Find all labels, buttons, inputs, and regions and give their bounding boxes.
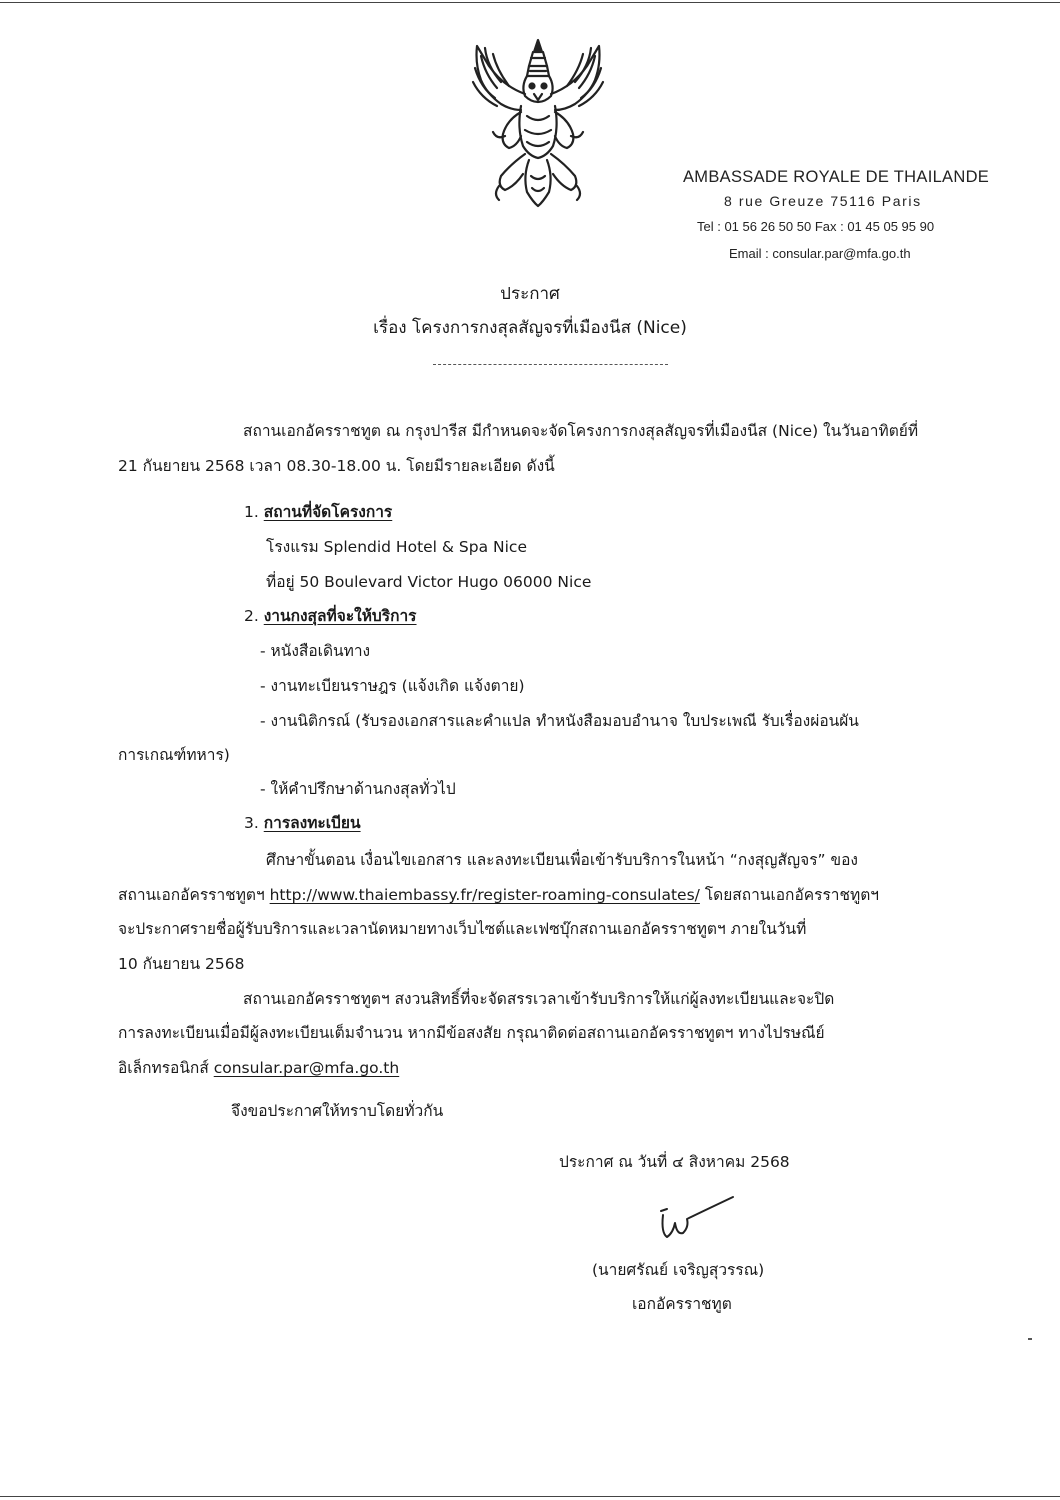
signatory-position: เอกอัครราชทูต <box>632 1295 732 1313</box>
section-2-heading <box>244 606 417 626</box>
venue-address: ที่อยู่ 50 Boulevard Victor Hugo 06000 Nice <box>266 573 592 591</box>
embassy-phone-fax: Tel : 01 56 26 50 50 Fax : 01 45 05 95 90 <box>697 219 935 234</box>
registration-line-2 <box>118 885 879 905</box>
announcement-date: ประกาศ ณ วันที่ ๔ สิงหาคม 2568 <box>559 1153 790 1171</box>
service-item: - หนังสือเดินทาง <box>260 642 371 660</box>
section-2-title: งานกงสุลที่จะให้บริการ <box>263 607 417 625</box>
section-1-heading <box>244 502 392 522</box>
garuda-emblem-icon <box>463 36 613 208</box>
registration-line-2-end: โดยสถานเอกอัครราชทูตฯ <box>699 886 879 904</box>
scan-top-edge <box>0 2 1060 3</box>
embassy-email: Email : consular.par@mfa.go.th <box>729 246 911 261</box>
scan-speck <box>1028 1338 1032 1340</box>
service-item: - ให้คำปรึกษาด้านกงสุลทั่วไป <box>260 780 456 798</box>
registration-line-4: 10 กันยายน 2568 <box>118 955 245 973</box>
contact-email-link[interactable]: consular.par@mfa.go.th <box>213 1059 400 1077</box>
section-1-number: 1. <box>244 503 259 521</box>
embassy-street: 8 rue Greuze 75116 Paris <box>724 193 922 209</box>
signatory-name: (นายศรัณย์ เจริญสุวรรณ) <box>592 1261 765 1279</box>
title-divider <box>433 364 668 365</box>
service-item: - งานทะเบียนราษฎร (แจ้งเกิด แจ้งตาย) <box>260 677 525 695</box>
notice-line-2: การลงทะเบียนเมื่อมีผู้ลงทะเบียนเต็มจำนวน หากมีข้อสงสัย กรุณาติดต่อสถานเอกอัครราชทูตฯ ทางไปรษณีย์ <box>118 1024 825 1042</box>
section-3-title: การลงทะเบียน <box>263 814 361 832</box>
service-item-continuation: การเกณฑ์ทหาร) <box>118 746 230 764</box>
notice-line-3 <box>118 1058 399 1078</box>
announcement-title: ประกาศ <box>500 284 560 304</box>
registration-line-2-start: สถานเอกอัครราชทูตฯ <box>118 886 270 904</box>
notice-line-3-start: อิเล็กทรอนิกส์ <box>118 1059 214 1077</box>
registration-link[interactable]: http://www.thaiembassy.fr/register-roaming-consulates/ <box>269 886 700 904</box>
intro-line-1: สถานเอกอัครราชทูต ณ กรุงปารีส มีกำหนดจะจัดโครงการกงสุลสัญจรที่เมืองนีส (Nice) ในวันอาทิตย์ที่ <box>243 422 919 440</box>
section-3-number: 3. <box>244 814 259 832</box>
registration-line-1: ศึกษาขั้นตอน เงื่อนไขเอกสาร และลงทะเบียนเพื่อเข้ารับบริการในหน้า “กงสุญสัญจร” ของ <box>266 851 858 869</box>
scan-bottom-edge <box>0 1496 1060 1497</box>
section-1-title: สถานที่จัดโครงการ <box>263 503 393 521</box>
section-3-heading <box>244 813 361 833</box>
handwritten-signature <box>655 1193 740 1243</box>
venue-hotel: โรงแรม Splendid Hotel & Spa Nice <box>266 538 527 556</box>
registration-line-3: จะประกาศรายชื่อผู้รับบริการและเวลานัดหมายทางเว็บไซต์และเฟซบุ๊กสถานเอกอัครราชทูตฯ ภายในวันที่ <box>118 920 807 938</box>
embassy-name: AMBASSADE ROYALE DE THAILANDE <box>683 168 990 186</box>
notice-line-1: สถานเอกอัครราชทูตฯ สงวนสิทธิ์ที่จะจัดสรรเวลาเข้ารับบริการให้แก่ผู้ลงทะเบียนและจะปิด <box>243 990 835 1008</box>
announcement-subject: เรื่อง โครงการกงสุลสัญจรที่เมืองนีส (Nice) <box>373 318 687 338</box>
service-item: - งานนิติกรณ์ (รับรองเอกสารและคำแปล ทำหนังสือมอบอำนาจ ใบประเพณี รับเรื่องผ่อนผัน <box>260 712 859 730</box>
section-2-number: 2. <box>244 607 259 625</box>
closing-line: จึงขอประกาศให้ทราบโดยทั่วกัน <box>231 1102 444 1120</box>
intro-line-2: 21 กันยายน 2568 เวลา 08.30-18.00 น. โดยมีรายละเอียด ดังนี้ <box>118 457 555 475</box>
